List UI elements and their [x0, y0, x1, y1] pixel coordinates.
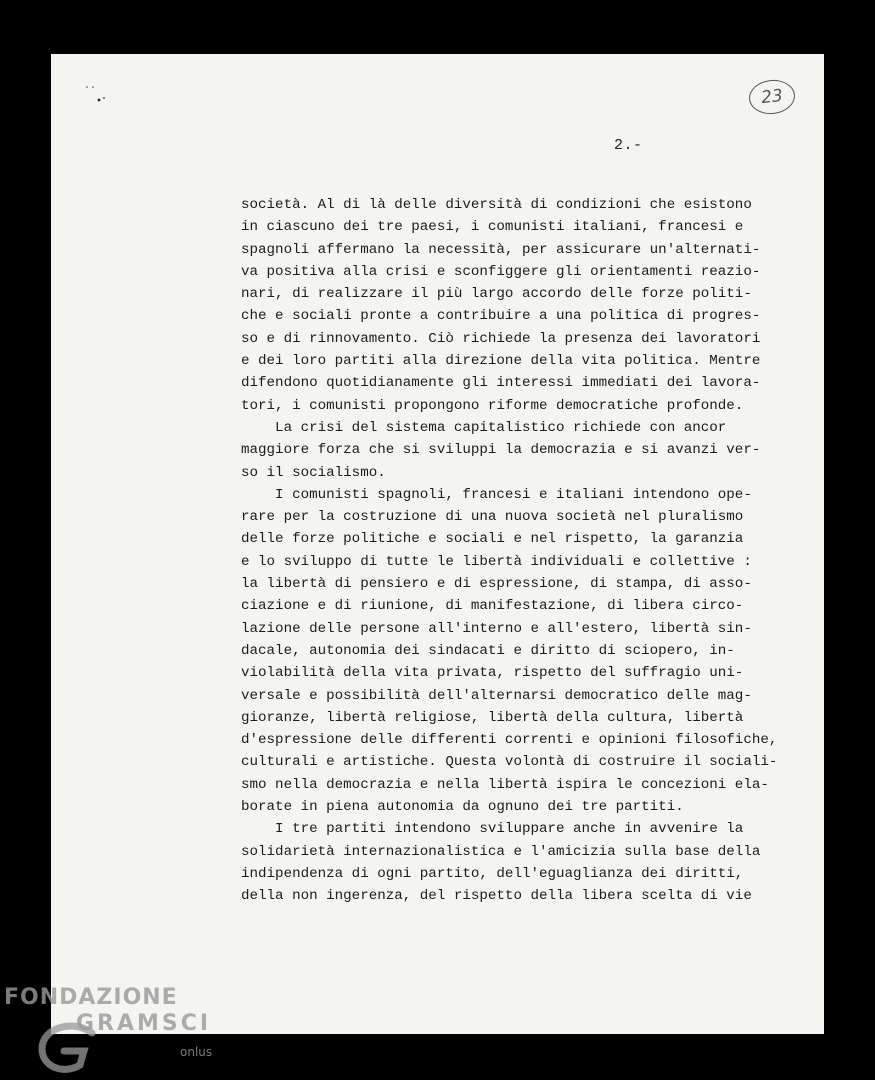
text-line: I tre partiti intendono sviluppare anche in avvenire la [241, 821, 744, 838]
text-line: d'espressione delle differenti correnti e opinioni filosofiche, [241, 732, 778, 749]
text-line: e lo sviluppo di tutte le libertà individuali e collettive : [241, 553, 752, 570]
text-line: violabilità della vita privata, rispetto del suffragio uni- [241, 665, 744, 682]
text-line: so e di rinnovamento. Ciò richiede la presenza dei lavoratori [241, 330, 761, 347]
watermark-gramsci: GRAMSCI [76, 1011, 212, 1036]
text-line: solidarietà internazionalistica e l'amicizia sulla base della [241, 843, 761, 860]
text-line: delle forze politiche e sociali e nel rispetto, la garanzia [241, 531, 744, 548]
text-line: e dei loro partiti alla direzione della vita politica. Mentre [241, 353, 761, 370]
text-line: va positiva alla crisi e sconfiggere gli orientamenti reazio- [241, 263, 761, 280]
text-line: lazione delle persone all'interno e all'estero, libertà sin- [241, 620, 752, 637]
text-line: della non ingerenza, del rispetto della libera scelta di vie [241, 888, 752, 905]
watermark-fondazione: FONDAZIONE [4, 985, 178, 1010]
text-line: difendono quotidianamente gli interessi immediati dei lavora- [241, 375, 761, 392]
text-line: borate in piena autonomia da ognuno dei tre partiti. [241, 799, 684, 816]
text-line: rare per la costruzione di una nuova società nel pluralismo [241, 509, 744, 526]
text-line: I comunisti spagnoli, francesi e italiani intendono ope- [241, 486, 752, 503]
page-number: 2.- [614, 137, 643, 154]
ink-specks-icon [84, 84, 114, 106]
text-line: La crisi del sistema capitalistico richiede con ancor [241, 419, 727, 436]
text-line: maggiore forza che si sviluppi la democrazia e si avanzi ver- [241, 442, 761, 459]
text-line: in ciascuno dei tre paesi, i comunisti italiani, francesi e [241, 219, 744, 236]
text-line: la libertà di pensiero e di espressione, di stampa, di asso- [241, 576, 752, 593]
text-line: spagnoli affermano la necessità, per assicurare un'alternati- [241, 241, 761, 258]
watermark-onlus: onlus [180, 1045, 213, 1059]
text-line: che e sociali pronte a contribuire a una politica di progres- [241, 308, 761, 325]
text-line: tori, i comunisti propongono riforme democratiche profonde. [241, 397, 744, 414]
archive-page-number: 23 [747, 78, 796, 117]
stray-ink-marks [84, 84, 114, 106]
fondazione-gramsci-watermark [4, 985, 234, 1075]
text-line: smo nella democrazia e nella libertà ispira le concezioni ela- [241, 776, 769, 793]
text-line: società. Al di là delle diversità di condizioni che esistono [241, 197, 752, 213]
text-line: dacale, autonomia dei sindacati e diritto di sciopero, in- [241, 642, 735, 659]
text-line: versale e possibilità dell'alternarsi democratico delle mag- [241, 687, 752, 704]
text-line: so il socialismo. [241, 464, 386, 481]
text-line: gioranze, libertà religiose, libertà della cultura, libertà [241, 709, 744, 726]
body-text [241, 194, 811, 908]
text-line: culturali e artistiche. Questa volontà di costruire il sociali- [241, 754, 778, 771]
text-line: nari, di realizzare il più largo accordo delle forze politi- [241, 286, 752, 303]
text-line: ciazione e di riunione, di manifestazione, di libera circo- [241, 598, 744, 615]
text-line: indipendenza di ogni partito, dell'eguaglianza dei diritti, [241, 865, 744, 882]
